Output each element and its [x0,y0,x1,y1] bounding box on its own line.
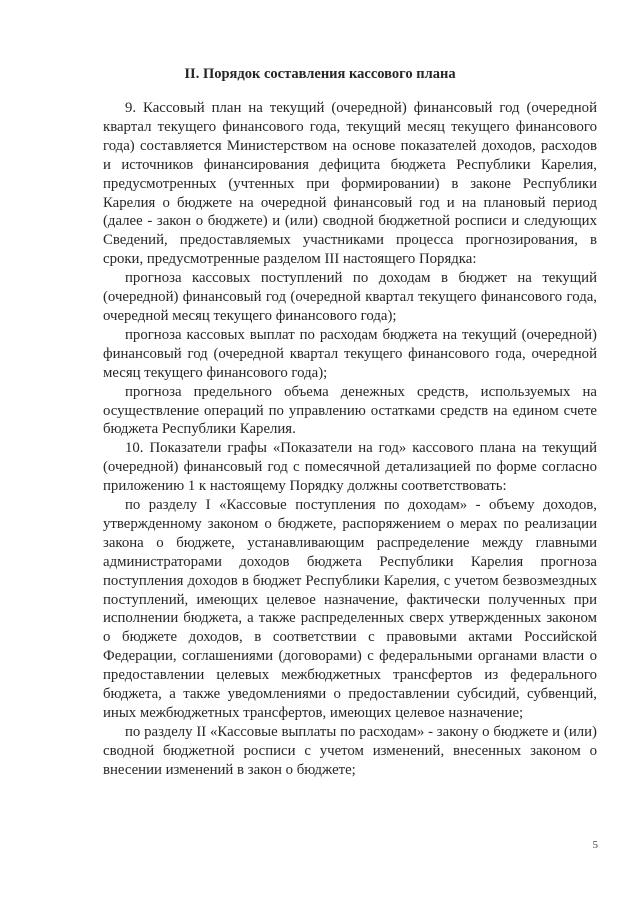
section-title: II. Порядок составления кассового плана [184,66,456,82]
document-body [103,99,597,780]
paragraph: по разделу II «Кассовые выплаты по расходам» - закону о бюджете и (или) сводной бюджетной росписи с учетом изменений, внесенных законом о внесении изменений в закон о бюджете; [103,723,597,778]
paragraph: прогноза предельного объема денежных средств, используемых на осуществление операций по управлению остатками средств на едином счете бюджета Республики Карелия. [103,383,597,438]
paragraph: 9. Кассовый план на текущий (очередной) финансовый год (очередной квартал текущего финансового года, текущий месяц текущего финансового года) составляется Министерством на основе показателей доходов, расходов и источников финансирования дефицита бюджета Республики Карелия, предусмотренных (учтенных при формировании) в законе Республики Карелия о бюджете на очередной финансовый год и на плановый период (далее - закон о бюджете) и (или) сводной бюджетной росписи и следующих Сведений, предоставляемых участниками процесса прогнозирования, в сроки, предусмотренные разделом III настоящего Порядка: [103,100,597,268]
page-number: 5 [592,839,598,851]
paragraph: по разделу I «Кассовые поступления по доходам» - объему доходов, утвержденному законом о бюджете, распоряжением о мерах по реализации закона о бюджете, устанавливающим распределение между главными администраторами доходов бюджета Республики Карелия прогноза поступления доходов в бюджет Республики Карелия, с учетом безвозмездных поступлений, имеющих целевое назначение, фактически полученных при исполнении бюджета, а также распределенных сверх утвержденных законом о бюджете доходов, в соответствии с правовыми актами Российской Федерации, соглашениями (договорами) с федеральными органами власти о предоставлении целевых межбюджетных трансфертов из федерального бюджета, а также уведомлениями о предоставлении субсидий, субвенций, иных межбюджетных трансфертов, имеющих целевое назначение; [103,497,597,721]
paragraph: прогноза кассовых поступлений по доходам в бюджет на текущий (очередной) финансовый год (очередной квартал текущего финансового года, очередной месяц текущего финансового года); [103,270,597,324]
paragraph: 10. Показатели графы «Показатели на год» кассового плана на текущий (очередной) финансовый год с помесячной детализацией по форме согласно приложению 1 к настоящему Порядку должны соответствовать: [103,440,597,495]
paragraph: прогноза кассовых выплат по расходам бюджета на текущий (очередной) финансовый год (очередной квартал текущего финансового года, очередной месяц текущего финансового года); [103,326,597,381]
